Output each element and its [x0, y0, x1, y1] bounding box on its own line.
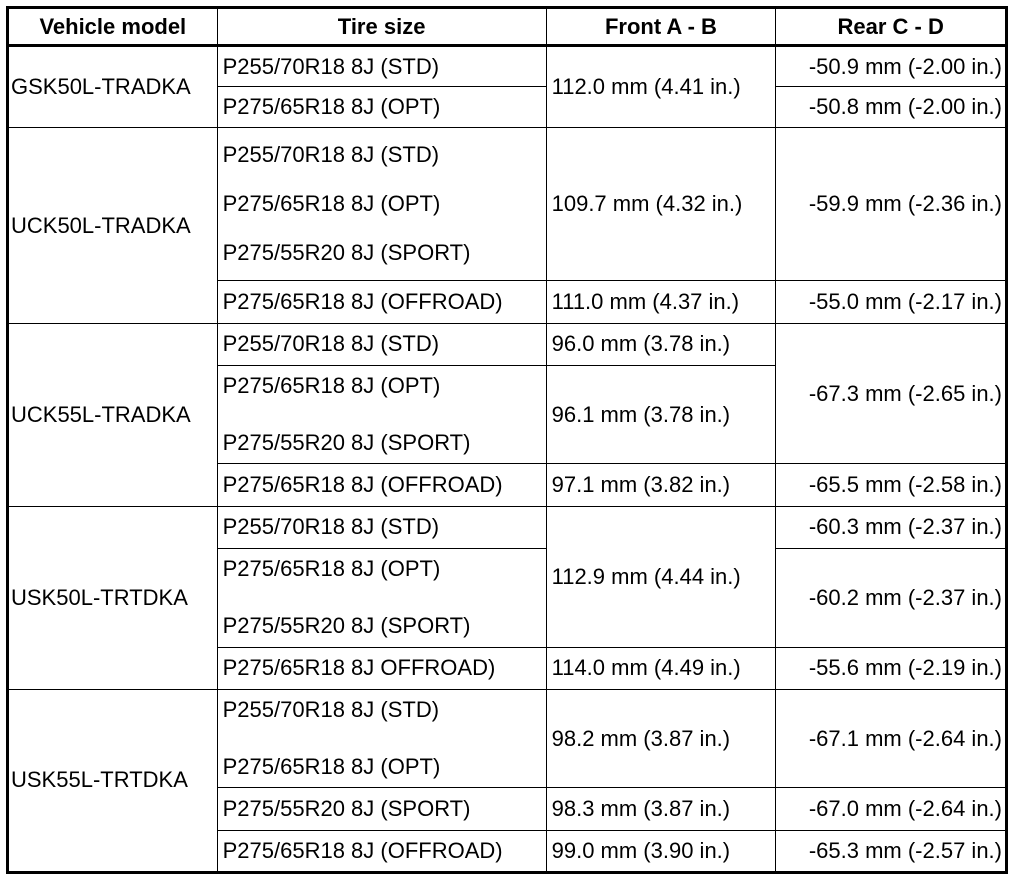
- front-value-cell: 109.7 mm (4.32 in.): [546, 128, 776, 281]
- table-row: [8, 323, 1007, 365]
- front-value-cell: 114.0 mm (4.49 in.): [546, 647, 776, 689]
- header-rear: Rear C - D: [776, 8, 1007, 46]
- tire-size-cell: [217, 128, 546, 281]
- rear-value-cell: -50.9 mm (-2.00 in.): [776, 46, 1007, 87]
- tire-size-cell: P275/55R20 8J (SPORT): [217, 788, 546, 830]
- vehicle-model-cell: UCK55L-TRADKA: [8, 323, 218, 506]
- rear-value-cell: -67.3 mm (-2.65 in.): [776, 323, 1007, 464]
- tire-size-cell: P275/65R18 8J (OFFROAD): [217, 830, 546, 872]
- tire-size-cell: [217, 365, 546, 464]
- rear-value-cell: -60.2 mm (-2.37 in.): [776, 548, 1007, 647]
- vehicle-model-cell: USK55L-TRTDKA: [8, 689, 218, 872]
- tire-size-line: P255/70R18 8J (STD): [222, 697, 440, 723]
- header-tire-size: Tire size: [217, 8, 546, 46]
- rear-value-cell: -65.3 mm (-2.57 in.): [776, 830, 1007, 872]
- front-value-cell: 98.3 mm (3.87 in.): [546, 788, 776, 830]
- tire-size-line: P275/65R18 8J (OPT): [222, 191, 441, 217]
- front-value-cell: 112.9 mm (4.44 in.): [546, 506, 776, 647]
- vehicle-model-cell: USK50L-TRTDKA: [8, 506, 218, 689]
- front-value-cell: 97.1 mm (3.82 in.): [546, 464, 776, 506]
- tire-size-cell: [217, 689, 546, 788]
- table-row: [8, 689, 1007, 788]
- tire-size-cell: P275/65R18 8J (OFFROAD): [217, 281, 546, 323]
- table-row: [8, 506, 1007, 548]
- rear-value-cell: -55.6 mm (-2.19 in.): [776, 647, 1007, 689]
- tire-size-line: P275/65R18 8J (OPT): [222, 556, 441, 582]
- table-row: [8, 128, 1007, 281]
- header-front: Front A - B: [546, 8, 776, 46]
- rear-value-cell: -55.0 mm (-2.17 in.): [776, 281, 1007, 323]
- rear-value-cell: -50.8 mm (-2.00 in.): [776, 87, 1007, 128]
- tire-size-cell: P275/65R18 8J (OPT): [217, 87, 546, 128]
- rear-value-cell: -59.9 mm (-2.36 in.): [776, 128, 1007, 281]
- tire-spec-table: [6, 6, 1008, 874]
- rear-value-cell: -60.3 mm (-2.37 in.): [776, 506, 1007, 548]
- front-value-cell: 111.0 mm (4.37 in.): [546, 281, 776, 323]
- tire-size-cell: P255/70R18 8J (STD): [217, 323, 546, 365]
- tire-size-line: P255/70R18 8J (STD): [222, 142, 440, 168]
- tire-size-cell: [217, 548, 546, 647]
- tire-size-line: P275/55R20 8J (SPORT): [222, 240, 471, 266]
- tire-size-line: P275/65R18 8J (OPT): [222, 373, 441, 399]
- rear-value-cell: -67.1 mm (-2.64 in.): [776, 689, 1007, 788]
- tire-size-cell: P275/65R18 8J (OFFROAD): [217, 464, 546, 506]
- tire-size-line: P275/55R20 8J (SPORT): [222, 613, 471, 639]
- front-value-cell: 112.0 mm (4.41 in.): [546, 46, 776, 128]
- rear-value-cell: -67.0 mm (-2.64 in.): [776, 788, 1007, 830]
- front-value-cell: 96.0 mm (3.78 in.): [546, 323, 776, 365]
- tire-size-cell: P255/70R18 8J (STD): [217, 46, 546, 87]
- tire-size-line: P275/65R18 8J (OPT): [222, 754, 441, 780]
- front-value-cell: 98.2 mm (3.87 in.): [546, 689, 776, 788]
- front-value-cell: 99.0 mm (3.90 in.): [546, 830, 776, 872]
- front-value-cell: 96.1 mm (3.78 in.): [546, 365, 776, 464]
- vehicle-model-cell: UCK50L-TRADKA: [8, 128, 218, 323]
- tire-size-line: P275/55R20 8J (SPORT): [222, 430, 471, 456]
- vehicle-model-cell: GSK50L-TRADKA: [8, 46, 218, 128]
- rear-value-cell: -65.5 mm (-2.58 in.): [776, 464, 1007, 506]
- tire-size-cell: P275/65R18 8J OFFROAD): [217, 647, 546, 689]
- table-header-row: [8, 8, 1007, 46]
- tire-size-cell: P255/70R18 8J (STD): [217, 506, 546, 548]
- table-row: [8, 46, 1007, 87]
- header-vehicle-model: Vehicle model: [8, 8, 218, 46]
